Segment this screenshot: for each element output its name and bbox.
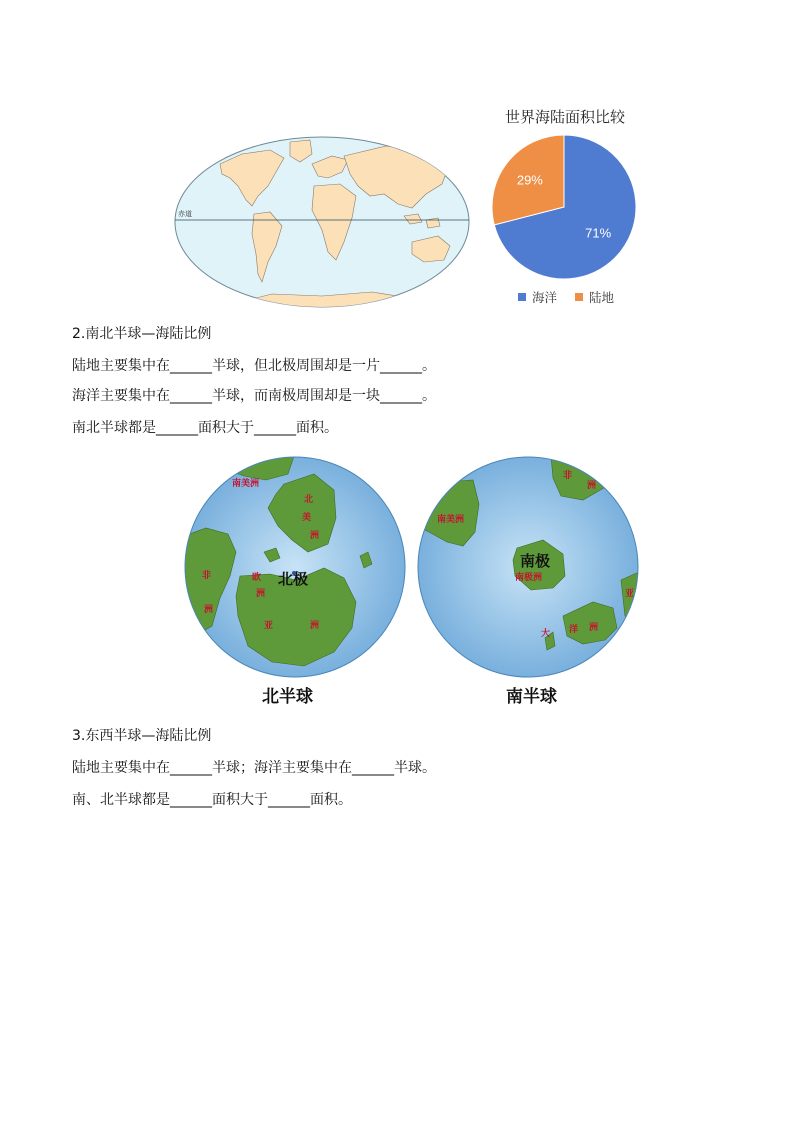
section2-line-1: 陆地主要集中在______半球，但北极周围却是一片______。	[72, 358, 436, 374]
legend-label-land: 陆地	[589, 290, 615, 305]
map-label-s-zhou1: 洲	[587, 481, 597, 491]
map-label-n-zhou2: 洲	[204, 605, 214, 615]
northern-hemisphere-map	[184, 456, 406, 678]
southern-hemisphere-caption: 南半球	[506, 687, 557, 707]
pie-title: 世界海陆面积比较	[505, 108, 626, 126]
section3-line-2: 南、北半球都是______面积大于______面积。	[72, 792, 352, 808]
world-map	[172, 134, 472, 310]
map-label-s-yang: 洋	[569, 625, 579, 635]
map-label-n-zhou3: 洲	[256, 589, 266, 599]
map-label-n-north: 北	[304, 495, 314, 505]
land-sea-pie-chart	[490, 133, 638, 281]
map-label-s-zhou2: 洲	[589, 623, 599, 633]
legend-label-ocean: 海洋	[532, 290, 558, 305]
pie-value-label-land: 29%	[516, 172, 543, 188]
map-label-n-zhou4: 洲	[310, 621, 320, 631]
equator-label: 赤道	[178, 210, 192, 218]
section2-line-3: 南北半球都是______面积大于______面积。	[72, 420, 338, 436]
legend-swatch-land	[575, 293, 583, 301]
map-label-n-zhou1: 洲	[310, 531, 320, 541]
legend-swatch-ocean	[518, 293, 526, 301]
section2-line-2: 海洋主要集中在______半球，而南极周围却是一块______。	[72, 388, 436, 404]
pie-legend	[518, 288, 614, 306]
pie-value-label-ocean: 71%	[585, 225, 612, 241]
south-pole-label: 南极	[520, 552, 551, 570]
section3-line-1: 陆地主要集中在______半球；海洋主要集中在______半球。	[72, 760, 436, 776]
map-label-n-ou: 欧	[252, 573, 262, 583]
north-pole-label: 北极	[278, 570, 309, 588]
map-label-n-ya: 亚	[264, 621, 274, 631]
map-label-s-da: 大	[541, 629, 551, 639]
section3-heading: 3.东西半球—海陆比例	[72, 728, 212, 744]
map-label-s-south-america: 南美洲	[437, 515, 465, 525]
map-label-n-mei: 美	[302, 513, 312, 523]
map-label-n-south-america: 南美洲	[232, 479, 260, 489]
map-label-s-ya: 亚	[625, 589, 635, 599]
map-label-s-fei: 非	[563, 471, 573, 481]
southern-hemisphere-map	[417, 456, 639, 678]
map-label-s-antarctica: 南极洲	[515, 573, 543, 583]
section2-heading: 2.南北半球—海陆比例	[72, 326, 212, 342]
northern-hemisphere-caption: 北半球	[262, 687, 313, 707]
map-label-n-fei: 非	[202, 571, 212, 581]
